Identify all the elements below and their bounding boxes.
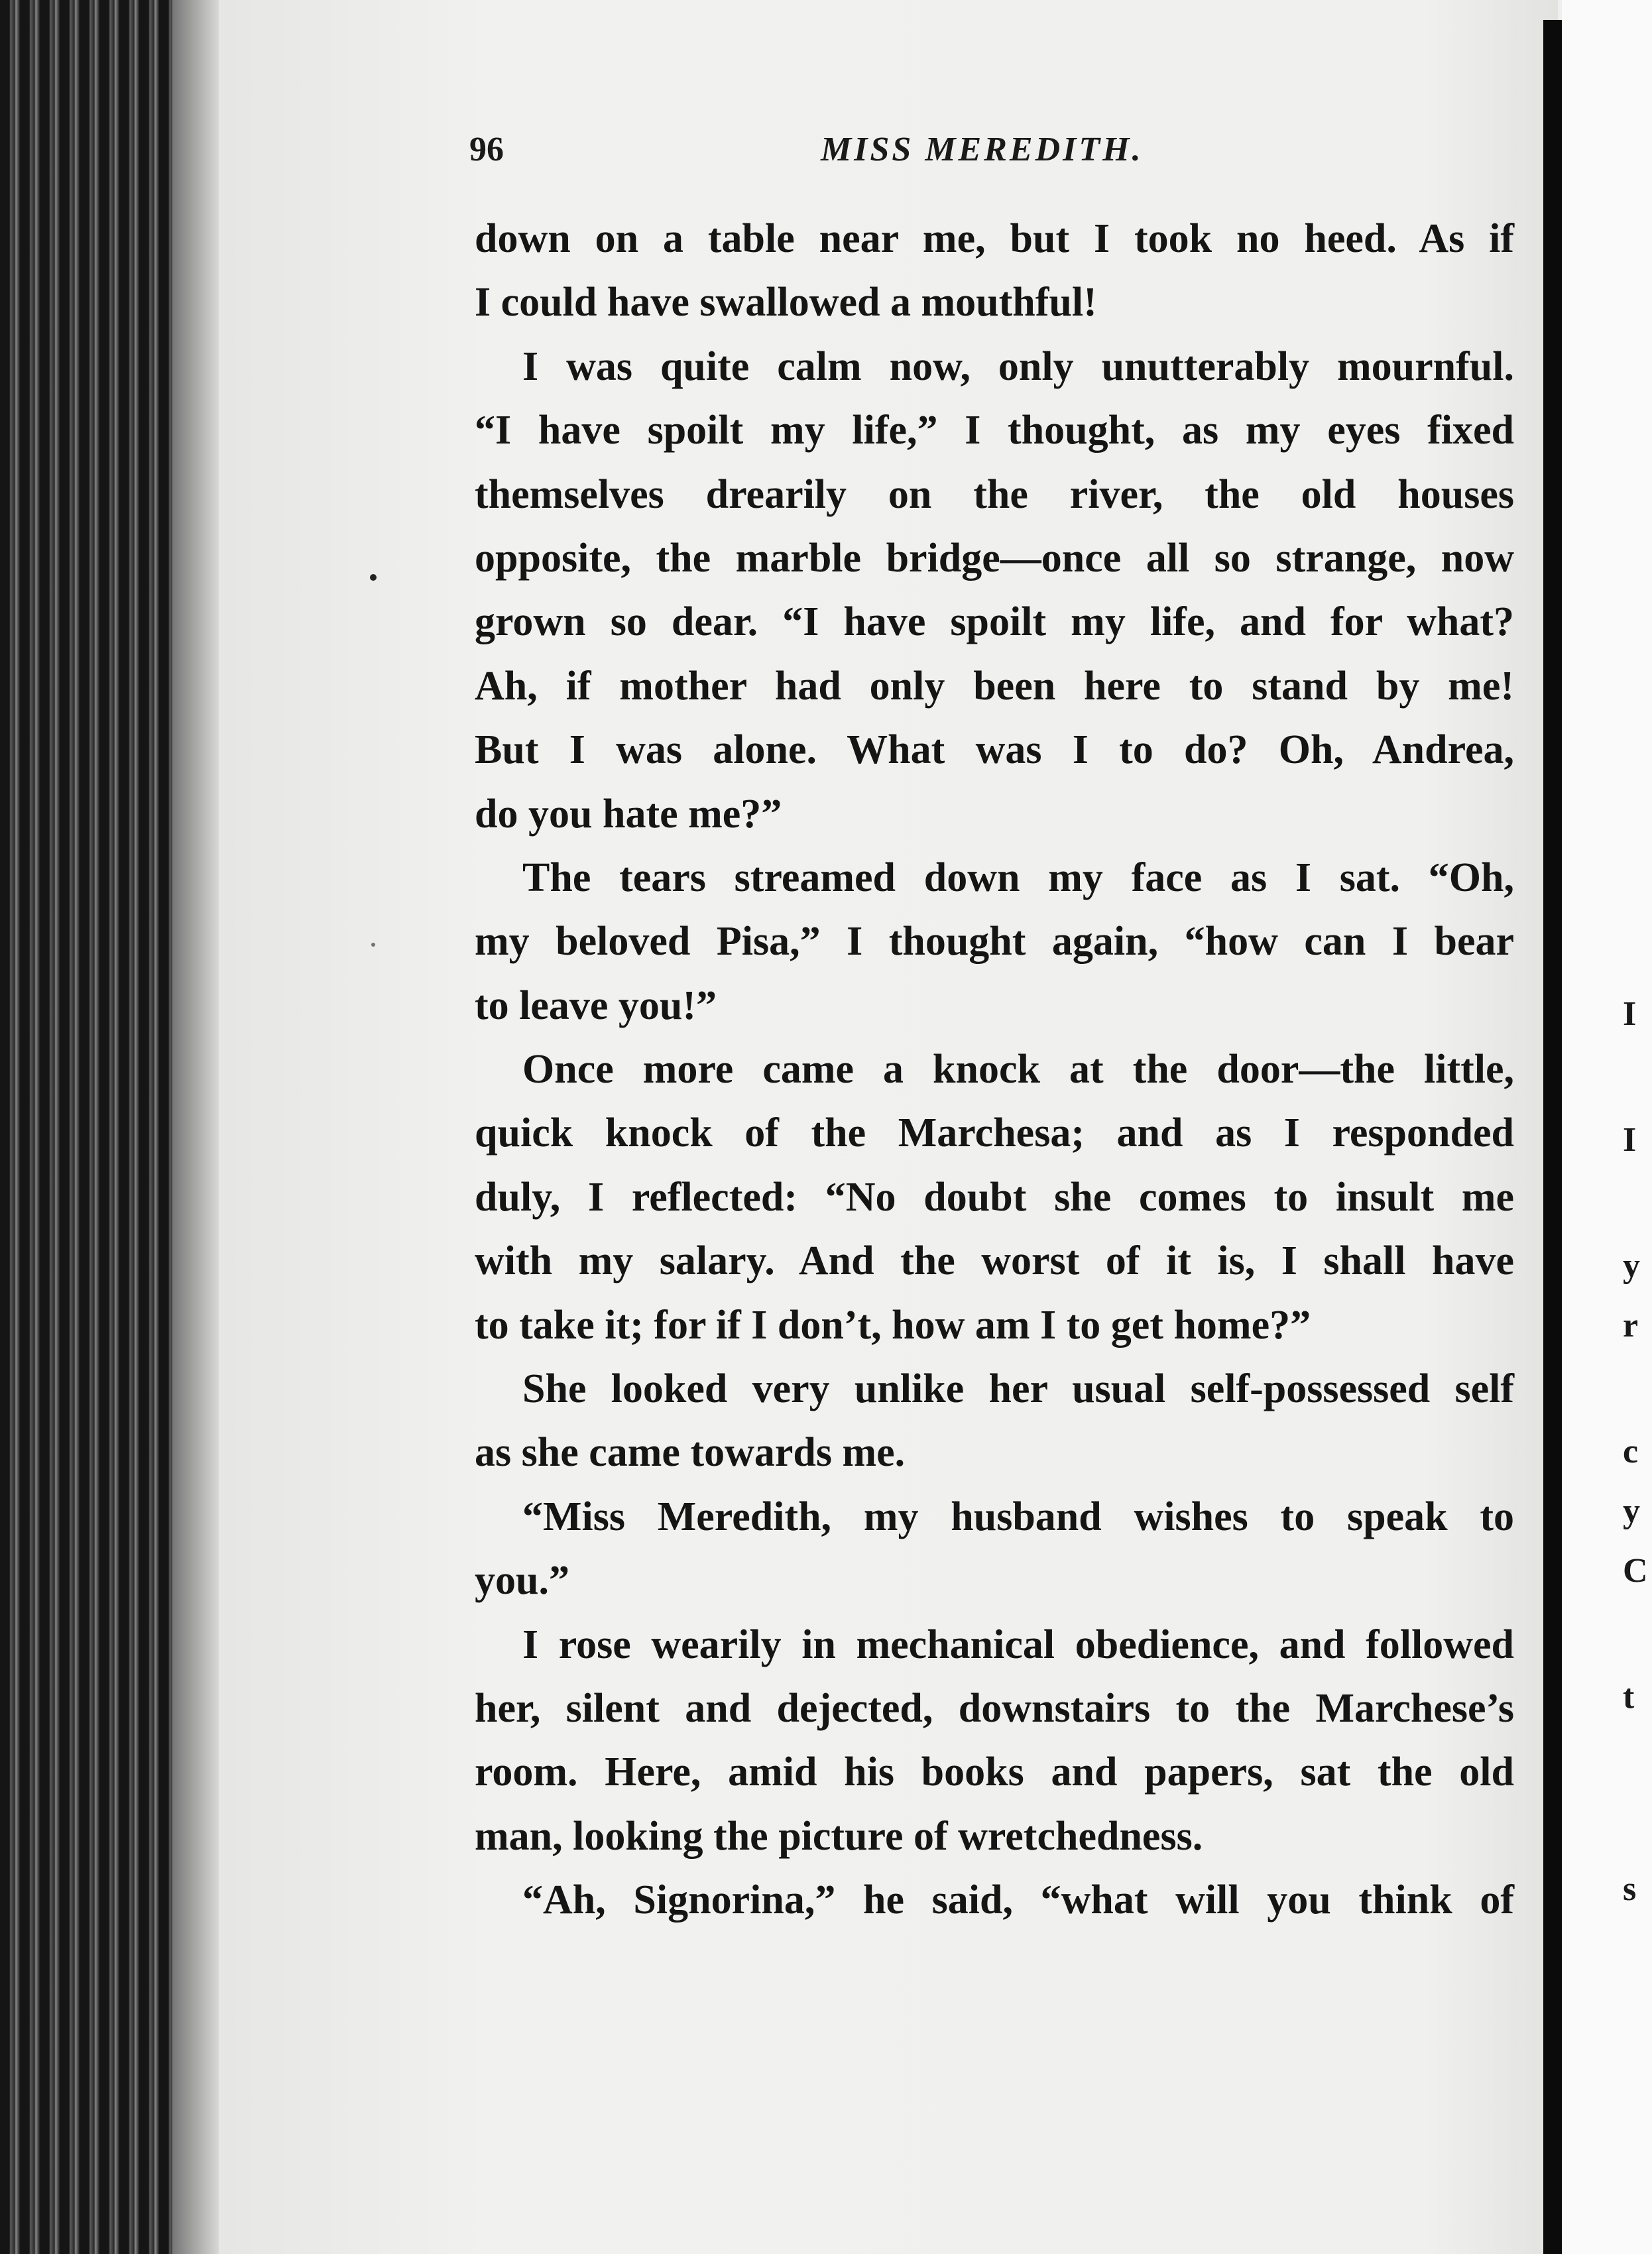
facing-page-letter: I [1623, 1121, 1637, 1159]
facing-page-letter: t [1623, 1678, 1635, 1716]
text-line: my beloved Pisa,” I thought again, “how can I bear [475, 919, 1514, 965]
page-number: 96 [469, 131, 504, 168]
text-line: themselves drearily on the river, the old houses [475, 471, 1514, 517]
text-line: I rose wearily in mechanical obedience, and followed [522, 1622, 1514, 1667]
running-head [469, 130, 1517, 176]
text-line: do you hate me?” [475, 791, 782, 837]
text-line: She looked very unlike her usual self-possessed self [522, 1366, 1514, 1412]
text-line: room. Here, amid his books and papers, sat the old [475, 1750, 1514, 1795]
facing-page-letter: I [1623, 995, 1637, 1033]
text-line: But I was alone. What was I to do? Oh, Andrea, [475, 727, 1514, 773]
text-line: I could have swallowed a mouthful! [475, 280, 1097, 326]
print-speck [371, 943, 375, 947]
text-line: grown so dear. “I have spoilt my life, and for what? [475, 599, 1514, 645]
text-line: as she came towards me. [475, 1430, 906, 1476]
text-line: to take it; for if I don’t, how am I to get home?” [475, 1302, 1311, 1348]
facing-page-letter: s [1623, 1870, 1637, 1908]
text-line: opposite, the marble bridge—once all so strange, now [475, 535, 1514, 581]
text-line: duly, I reflected: “No doubt she comes to insult me [475, 1174, 1514, 1220]
text-line: The tears streamed down my face as I sat. “Oh, [522, 855, 1514, 900]
print-speck [370, 574, 377, 581]
text-line: Ah, if mother had only been here to stand by me! [475, 663, 1514, 709]
text-line: “Ah, Signorina,” he said, “what will you think of [522, 1877, 1514, 1923]
text-line: her, silent and dejected, downstairs to the Marchese’s [475, 1685, 1514, 1731]
facing-page-fragment [1562, 0, 1652, 2254]
text-line: with my salary. And the worst of it is, I shall have [475, 1238, 1514, 1284]
text-line: down on a table near me, but I took no heed. As if [475, 216, 1514, 261]
text-line: you.” [475, 1558, 569, 1604]
facing-page-letter: r [1623, 1307, 1639, 1344]
binding-gutter [1543, 20, 1562, 2254]
facing-page-letter: C [1623, 1552, 1648, 1590]
text-line: quick knock of the Marchesa; and as I responded [475, 1110, 1514, 1156]
text-line: Once more came a knock at the door—the little, [522, 1047, 1514, 1093]
facing-page-letter: y [1623, 1247, 1640, 1285]
text-line: I was quite calm now, only unutterably mournful. [522, 343, 1514, 389]
text-line: to leave you!” [475, 982, 717, 1028]
body-text [475, 207, 1514, 1932]
facing-page-letter: y [1623, 1492, 1640, 1530]
text-line: man, looking the picture of wretchedness. [475, 1813, 1203, 1859]
facing-page-letter: c [1623, 1433, 1639, 1470]
text-line: “I have spoilt my life,” I thought, as my eyes fixed [475, 408, 1514, 453]
book-page-edge [0, 0, 219, 2254]
text-line: “Miss Meredith, my husband wishes to speak to [522, 1494, 1514, 1539]
running-title: MISS MEREDITH. [821, 131, 1144, 168]
